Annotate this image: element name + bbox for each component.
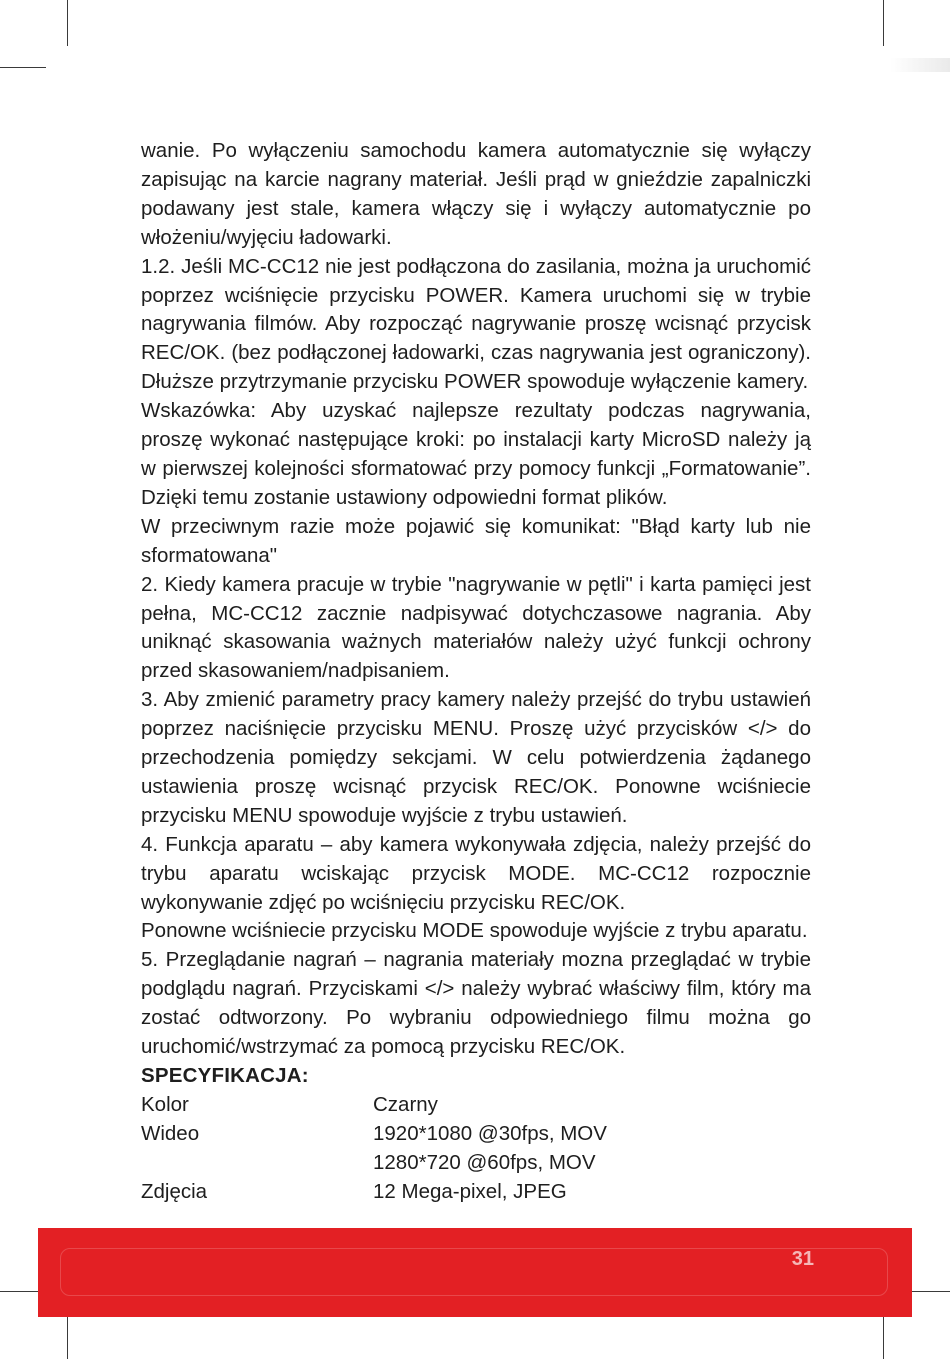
paragraph: 5. Przeglądanie nagrań – nagrania materiały mozna przeglądać w trybie podglądu nagrań. Przyciskami </> należy wybrać właściwy film, który ma zostać odtworzony. Po wybraniu odpowiedniego filmu można go uruchomić/wstrzymać za pomocą przycisku REC/OK. xyxy=(141,948,811,1059)
spec-row xyxy=(141,1149,811,1178)
paragraph: 3. Aby zmienić parametry pracy kamery należy przejść do trybu ustawień poprzez naciśnięcie przycisku MENU. Proszę użyć przycisków </> do przechodzenia pomiędzy sekcjami. W celu potwierdzenia żądanego ustawienia proszę wcisnąć przycisk REC/OK. Ponowne wciśniecie przycisku MENU spowoduje wyjście z trybu ustawień. xyxy=(141,688,811,827)
spec-label: Kolor xyxy=(141,1092,189,1116)
spec-row xyxy=(141,1091,811,1120)
crop-mark xyxy=(883,1313,884,1359)
paragraph: 1.2. Jeśli MC-CC12 nie jest podłączona do zasilania, można ja uruchomić poprzez wciśnięcie przycisku POWER. Kamera uruchomi się w trybie nagrywania filmów. Aby rozpocząć nagrywanie proszę wcisnąć przycisk REC/OK. (bez podłączonej ładowarki, czas nagrywania jest ograniczony). Dłuższe przytrzymanie przycisku POWER spowoduje wyłączenie kamery. xyxy=(141,254,811,394)
spec-value: 12 Mega-pixel, JPEG xyxy=(373,1179,567,1203)
page-number: 31 xyxy=(791,1248,814,1270)
spec-label: Wideo xyxy=(141,1121,200,1145)
paragraph: W przeciwnym razie może pojawić się komunikat: "Błąd karty lub nie sformatowana" xyxy=(141,514,811,567)
crop-mark xyxy=(67,1313,68,1359)
crop-mark xyxy=(0,67,46,68)
spec-heading: SPECYFIKACJA: xyxy=(141,1064,309,1087)
paragraph: wanie. Po wyłączeniu samochodu kamera automatycznie się wyłączy zapisując na karcie nagrany materiał. Jeśli prąd w gnieździe zapalniczki podawany jest stale, kamera włączy się i wyłączy automatycznie po włożeniu/wyjęciu ładowarki. xyxy=(141,139,811,249)
spec-row xyxy=(141,1178,811,1207)
spec-label: Zdjęcia xyxy=(141,1179,208,1203)
paragraph: 2. Kiedy kamera pracuje w trybie "nagrywanie w pętli" i karta pamięci jest pełna, MC-CC12 zacznie nadpisywać dotychczasowe nagrania. Aby uniknąć skasowania ważnych materiałów należy użyć funkcji ochrony przed skasowaniem/nadpisaniem. xyxy=(141,572,811,683)
spec-label xyxy=(141,1149,373,1178)
corner-shadow xyxy=(890,58,950,72)
spec-table xyxy=(141,1091,811,1207)
spec-value: 1280*720 @60fps, MOV xyxy=(373,1150,596,1174)
crop-mark xyxy=(883,0,884,46)
spec-value: 1920*1080 @30fps, MOV xyxy=(373,1121,607,1145)
spec-row xyxy=(141,1120,811,1149)
footer-frame xyxy=(60,1248,888,1296)
footer-band xyxy=(38,1228,912,1317)
paragraph: Ponowne wciśniecie przycisku MODE spowoduje wyjście z trybu aparatu. xyxy=(141,919,808,943)
paragraph: 4. Funkcja aparatu – aby kamera wykonywała zdjęcia, należy przejść do trybu aparatu wciskając przycisk MODE. MC-CC12 rozpocznie wykonywanie zdjęć po wciśnięciu przycisku REC/OK. xyxy=(141,832,811,914)
document-body xyxy=(141,137,811,1206)
spec-value: Czarny xyxy=(373,1092,438,1116)
crop-mark xyxy=(67,0,68,46)
paragraph: Wskazówka: Aby uzyskać najlepsze rezultaty podczas nagrywania, proszę wykonać następujące kroki: po instalacji karty MicroSD należy ją w pierwszej kolejności sformatować przy pomocy funkcji „Formatowanie”. Dzięki temu zostanie ustawiony odpowiedni format plików. xyxy=(141,399,811,509)
